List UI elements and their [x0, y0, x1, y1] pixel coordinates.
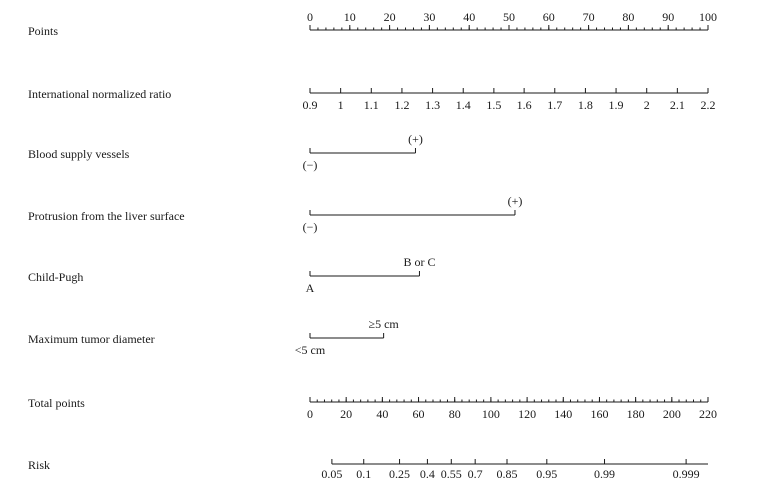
- row-label: International normalized ratio: [28, 87, 172, 101]
- tick-label: 1.9: [608, 98, 624, 112]
- tick-label: 0.05: [321, 467, 343, 481]
- tick-label: 1.8: [577, 98, 593, 112]
- row-label: Protrusion from the liver surface: [28, 209, 185, 223]
- tick-label: 90: [662, 10, 675, 24]
- tick-label: 0.99: [594, 467, 616, 481]
- tick-label: 0.95: [536, 467, 558, 481]
- tick-label: 0: [307, 10, 313, 24]
- tick-label: 10: [343, 10, 356, 24]
- category-label: (+): [408, 132, 423, 146]
- category-label: B or C: [403, 255, 436, 269]
- tick-label: 20: [383, 10, 396, 24]
- tick-label: 20: [340, 407, 353, 421]
- tick-label: 1.6: [516, 98, 532, 112]
- tick-label: 220: [699, 407, 717, 421]
- tick-label: 0.1: [356, 467, 372, 481]
- tick-label: 1: [337, 98, 344, 112]
- tick-label: 1.5: [486, 98, 502, 112]
- tick-label: 0.25: [389, 467, 411, 481]
- tick-label: 2.2: [700, 98, 716, 112]
- tick-label: 40: [376, 407, 389, 421]
- tick-label: 2: [643, 98, 650, 112]
- tick-label: 1.4: [455, 98, 471, 112]
- category-label: <5 cm: [294, 343, 326, 357]
- tick-label: 0.4: [419, 467, 435, 481]
- category-label: (−): [302, 220, 318, 234]
- row-label: Blood supply vessels: [28, 147, 130, 161]
- row-label: Maximum tumor diameter: [28, 332, 155, 346]
- tick-label: 180: [626, 407, 645, 421]
- tick-label: 120: [518, 407, 537, 421]
- tick-label: 80: [622, 10, 635, 24]
- tick-label: 1.3: [425, 98, 441, 112]
- row-label: Points: [28, 24, 59, 38]
- tick-label: 0: [307, 407, 313, 421]
- row-label: Risk: [28, 458, 51, 472]
- tick-label: 140: [554, 407, 573, 421]
- category-label: ≥5 cm: [368, 317, 399, 331]
- tick-label: 40: [463, 10, 476, 24]
- tick-label: 160: [590, 407, 609, 421]
- row-label: Child-Pugh: [28, 270, 84, 284]
- tick-label: 1.7: [547, 98, 563, 112]
- category-label: (+): [507, 194, 523, 208]
- tick-label: 100: [699, 10, 717, 24]
- tick-label: 1.2: [394, 98, 410, 112]
- category-label: (−): [302, 158, 318, 172]
- tick-label: 50: [503, 10, 515, 24]
- tick-label: 0.9: [302, 98, 318, 112]
- category-label: A: [305, 281, 315, 295]
- tick-label: 0.55: [440, 467, 462, 481]
- tick-label: 1.1: [363, 98, 379, 112]
- tick-label: 2.1: [669, 98, 685, 112]
- tick-label: 60: [542, 10, 555, 24]
- tick-label: 30: [423, 10, 436, 24]
- tick-label: 0.999: [672, 467, 700, 481]
- tick-label: 200: [662, 407, 681, 421]
- tick-label: 0.85: [496, 467, 518, 481]
- row-label: Total points: [28, 396, 85, 410]
- tick-label: 80: [448, 407, 461, 421]
- tick-label: 60: [412, 407, 425, 421]
- tick-label: 0.7: [467, 467, 483, 481]
- tick-label: 100: [481, 407, 500, 421]
- tick-label: 70: [582, 10, 595, 24]
